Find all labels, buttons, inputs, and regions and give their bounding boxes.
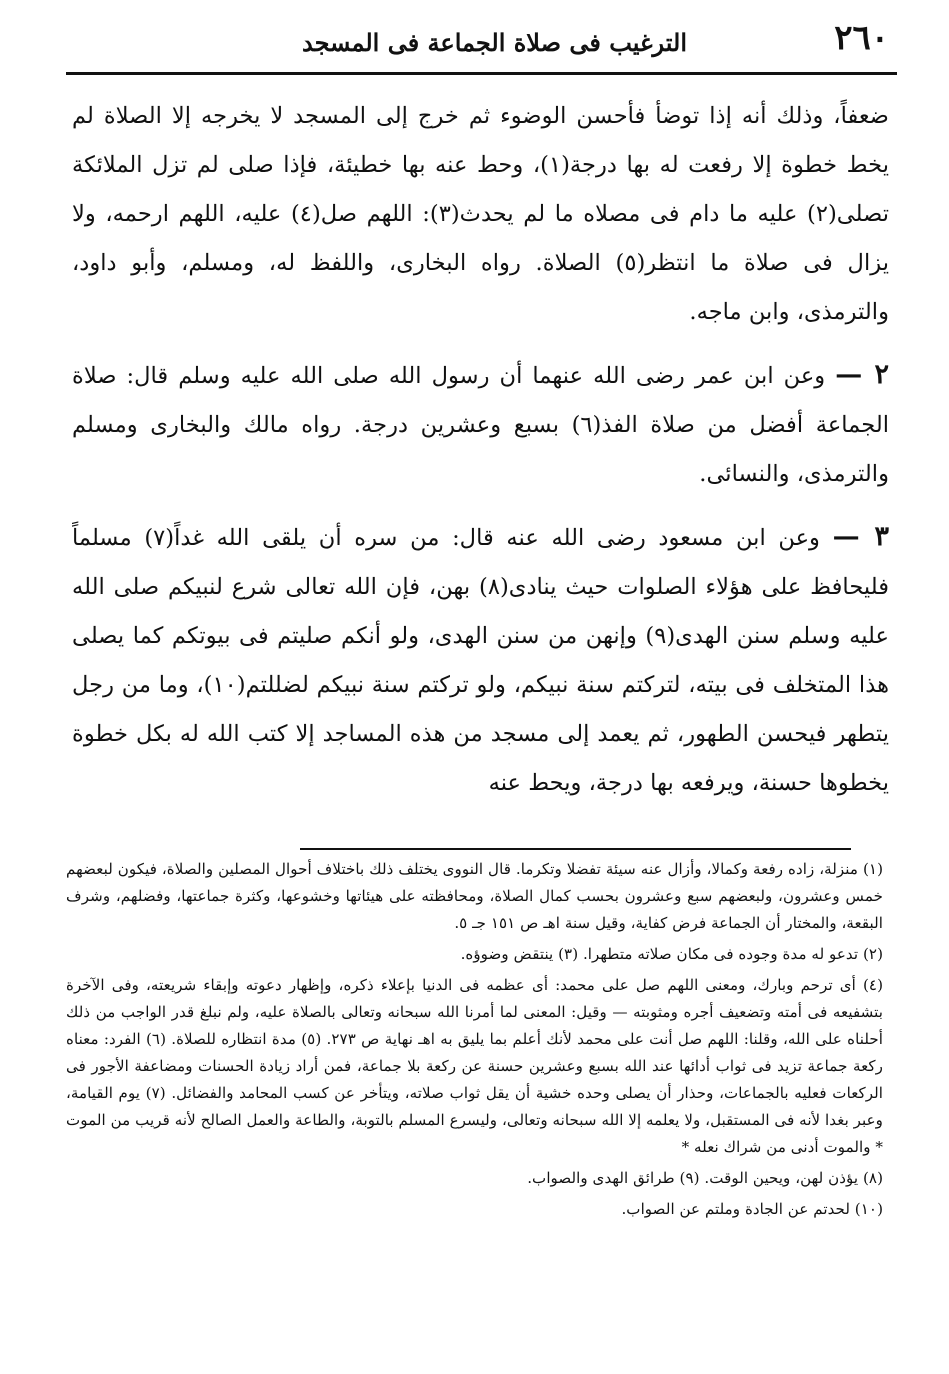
footnotes (66, 856, 883, 1346)
hadith-3 (72, 512, 889, 808)
footnote: (١) منزلة، زاده رفعة وكمالا، وأزال عنه سيئة تفضلا وتكرما. قال النووى يختلف ذلك باختلاف أحوال المصلين والصلاة، فيكون لبعضهم خمس وعشرون، ولبعضهم سبع وعشرون بحسب كمال الصلاة، ومحافظته على هيئاتها وخشوعها، وكثرة جماعتها، وفضلهم، وشرف البقعة، والمختار أن الجماعة فرض كفاية، وقيل سنة اهـ ص ١٥١ جـ ٥. (66, 860, 883, 932)
hadith-text: وعن ابن مسعود رضى الله عنه قال: من سره أن يلقى الله غداً(٧) مسلماً فليحافظ على هؤلاء الصلوات حيث ينادى(٨) بهن، فإن الله تعالى شرع لنبيكم صلى الله عليه وسلم سنن الهدى(٩) وإنهن من سنن الهدى، ولو أنكم صليتم فى بيوتكم كما يصلى هذا المتخلف فى بيته، لتركتم سنة نبيكم، ولو تركتم سنة نبيكم لضللتم(١٠)، وما من رجل يتطهر فيحسن الطهور، ثم يعمد إلى مسجد من هذه المساجد إلا كتب الله له بكل خطوة يخطوها حسنة، ويرفعه بها درجة، ويحط عنه (72, 525, 889, 796)
footnote-rule (300, 848, 851, 850)
hadith-text: وعن ابن عمر رضى الله عنهما أن رسول الله صلى الله عليه وسلم قال: صلاة الجماعة أفضل من صلاة الفذ(٦) بسبع وعشرين درجة. رواه مالك والبخارى ومسلم والترمذى، والنسائى. (72, 363, 889, 487)
footnote: (١٠) لحدتم عن الجادة وملتم عن الصواب. (621, 1200, 883, 1218)
header-rule (66, 72, 897, 75)
hadith-number: ٢ — (835, 359, 889, 390)
hadith-2 (72, 350, 889, 499)
footnote: (٤) أى ترحم وبارك، ومعنى اللهم صل على محمد: أى عظمه فى الدنيا بإعلاء ذكره، وإظهار دعوته وإبقاء شريعته، وفى الآخرة بتشفيعه فى أمته وتضعيف أجره ومثوبته — وقيل: المعنى لما أمرنا الله سبحانه وتعالى بالصلاة عليه، ولم نبلغ قدر الواجب من ذلك أحلناه على الله، وقلنا: اللهم صل أنت على محمد لأنك أعلم بما يليق به اهـ نهاية ص ٢٧٣. (٥) مدة انتظاره للصلاة. (٦) الفرد: معناه ركعة جماعة تزيد فى ثواب أدائها عند الله بسبع وعشرين حسنة عن ركعة بلا جماعة، فمن أراد زيادة الحسنات ومضاعفة الأجور فى الركعات فعليه بالجماعات، وحذار أن يصلى وحده خشية أن يقل ثواب صلاته، ويتأخر عن كسب المحامد والفضائل. (٧) يوم القيامة، وعبر بغدا لأنه فى المستقبل، ولا يعلمه إلا الله سبحانه وتعالى، وليسرع المسلم بالتوبة، والطاعة والعمل الصالح لأنه قريب من الموت * والموت أدنى من شراك نعله * (66, 976, 883, 1156)
footnote: (٨) يؤذن لهن، ويحين الوقت. (٩) طرائق الهدى والصواب. (527, 1169, 883, 1187)
hadith-number: ٣ — (832, 521, 889, 552)
paragraph-continuation: ضعفاً، وذلك أنه إذا توضأ فأحسن الوضوء ثم خرج إلى المسجد لا يخرجه إلا الصلاة لم يخط خطوة إلا رفعت له بها درجة(١)، وحط عنه بها خطيئة، فإذا صلى لم تزل الملائكة تصلى(٢) عليه ما دام فى مصلاه ما لم يحدث(٣): اللهم صل(٤) عليه، اللهم ارحمه، ولا يزال فى صلاة ما انتظر(٥) الصلاة. رواه البخارى، واللفظ له، ومسلم، وأبو داود، والترمذى، وابن ماجه. (72, 103, 889, 325)
footnote: (٢) تدعو له مدة وجوده فى مكان صلاته متطهرا. (٣) ينتقض وضوؤه. (460, 945, 883, 963)
main-text (72, 92, 889, 840)
page-number: ٢٦٠ (834, 18, 889, 58)
running-title: الترغيب فى صلاة الجماعة فى المسجد (301, 28, 688, 57)
page-header (60, 18, 889, 78)
